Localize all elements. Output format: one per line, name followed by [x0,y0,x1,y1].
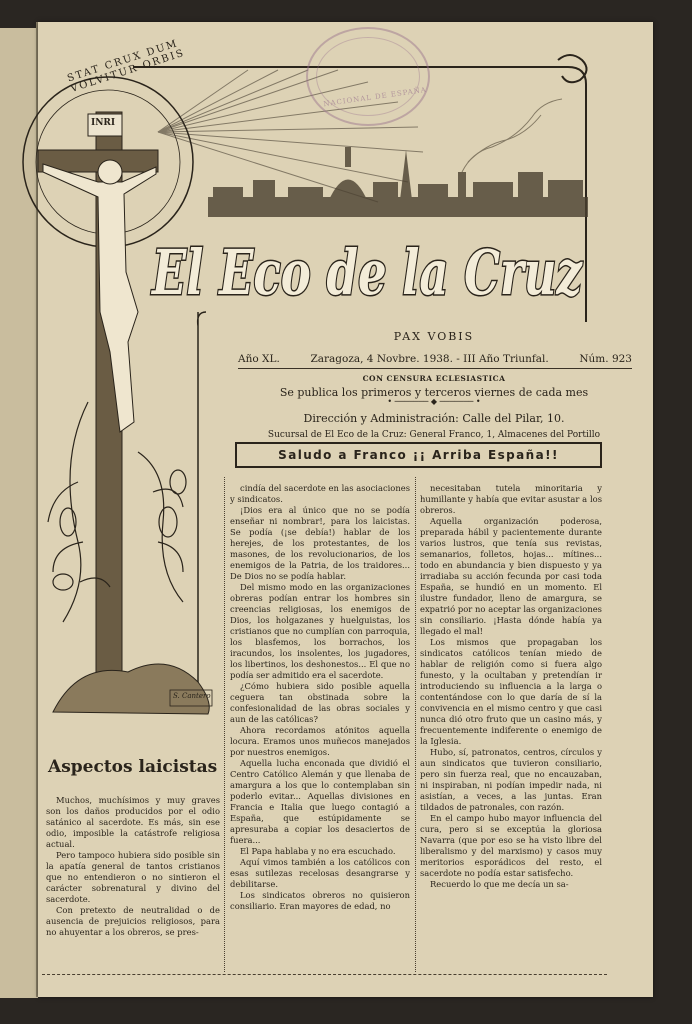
article-column-1 [46,795,220,938]
paragraph: Muchos, muchísimos y muy graves son los daños producidos por el odio satánico al sacerdote. Es más, sin ese odio, imposible la catástrofe religiosa actual. [46,795,220,849]
paragraph: En el campo hubo mayor influencia del cura, pero si se exceptúa la gloriosa Navarra (que por eso se ha visto libre del liberalismo y del marxismo) y casos muy meritorios esporádicos del resto, el sacerdote no podía estar satisfecho. [420,813,602,878]
issue-line [238,353,632,369]
rock-base [53,664,209,714]
article-title: Aspectos laicistas [48,757,218,777]
paragraph: Pero tampoco hubiera sido posible sin la apatía general de tantos cristianos que no entendieron o no sintieron el carácter sobrenatural y divino del sacerdote. [46,850,220,904]
library-stamp [306,27,430,126]
frame-scroll [558,55,587,82]
saludo-banner: Saludo a Franco ¡¡ Arriba España!! [235,442,602,468]
artist-signature: S. Cantero [173,692,211,700]
city-skyline [208,147,588,217]
masthead-title-text: El Eco de la Cruz [150,236,584,309]
paragraph: ¿Cómo hubiera sido posible aquella ceguera tan obstinada sobre la confesionalidad de las obras sociales y aun de las católicas? [230,681,410,724]
newspaper-page [38,22,653,997]
paragraph: ¡Dios era al único que no se podía enseñar ni nombrar!, para los laicistas. Se podía (¡se debía!) hablar de los herejes, de los protestantes, de los masones, de los revolucionarios, de los enemigos de la Patria, de los traidores... De Dios no se podía hablar. [230,505,410,581]
paragraph: Aquí vimos también a los católicos con esas sutilezas recelosas desangrarse y debilitarse. [230,857,410,889]
smoke [462,99,562,172]
paragraph: Hubo, sí, patronatos, centros, círculos y aun sindicatos que tuvieron consiliario, pero sin fuerza real, que no encauzaban, ni inspiraban, ni podían impedir nada, ni asistían, a veces, a las juntas. Eran tildados de patronales, con razón. [420,747,602,812]
issue-date: Zaragoza, 4 Novbre. 1938. - III Año Triunfal. [310,353,549,365]
column-rule-1 [224,477,225,972]
issue-year: Año XL. [238,353,280,365]
censura-line: CON CENSURA ECLESIASTICA [362,374,506,383]
publication-frequency: Se publica los primeros y terceros viernes de cada mes [279,386,589,399]
frame-left-line [198,312,206,712]
paragraph: necesitaban tutela minoritaria y humillante y había que evitar asustar a los obreros. [420,483,602,515]
paragraph: El Papa hablaba y no era escuchado. [240,846,396,856]
issue-number: Núm. 923 [579,353,632,365]
inri-label: INRI [91,118,116,128]
motto-text: STAT CRUX DUM VOLVITUR ORBIS [66,38,187,95]
branch-line: Sucursal de El Eco de la Cruz: General Franco, 1, Almacenes del Portillo [267,430,601,440]
pax-vobis: PAX VOBIS [393,330,475,343]
paragraph: Con pretexto de neutralidad o de ausencia de prejuicios religiosos, para no ahuyentar a los obreros, se pres- [46,905,220,937]
facing-page-edge [0,28,38,998]
paragraph: cindía del sacerdote en las asociaciones y sindicatos. [230,483,410,504]
article-column-2 [230,483,410,912]
article-column-3 [420,483,602,890]
address-line: Dirección y Administración: Calle del Pilar, 10. [303,412,565,425]
paragraph: Los mismos que propagaban los sindicatos católicos tenían miedo de hablar de religión como si fuera algo funesto, y la ocultaban y pretendían ir introduciendo su influencia a la larga o contentándose con lo que daría de sí la convivencia en el mismo centro y que casi nunca dió otro fruto que un casino más, y frecuentemente indiferente o enemigo de la Iglesia. [420,637,602,746]
ornament-divider: • ─────── ◆ ─────── • [387,397,481,406]
paragraph: Aquella lucha enconada que dividió el Centro Católico Alemán y que llenaba de amargura a los que lo contemplaban sin poderlo evitar... Aquellas divisiones en Francia e Italia que luego contagió a España, que estúpidamente se apresuraba a copiar los desaciertos de fuera... [230,758,410,845]
paragraph: Del mismo modo en las organizaciones obreras podían entrar los hombres sin creencias religiosas, los enemigos de Dios, los holgazanes y huelguistas, los cristianos que no cumplían con parroquia, los blasfemos, los borrachos, los iracundos, los insolentes, los jugadores, los libertinos, los deshonestos... El que no podía ser admitido era el sacerdote. [230,582,410,680]
paragraph: Los sindicatos obreros no quisieron consiliario. Eran mayores de edad, no [230,890,410,911]
masthead-title [148,212,588,322]
header-info [228,322,640,440]
paragraph: Aquella organización poderosa, preparada hábil y pacientemente durante varios lustros, que tenía sus revistas, semanarios, folletos, hojas... mítines... todo en abundancia y bien dispuesto y ya irradiaba su acción fecunda por casi toda España, se hundió en un momento. El ilustre fundador, lleno de amargura, se expatrió por no aceptar las organizaciones sin consiliario. ¡Hasta dónde había ya llegado el mal! [420,516,602,636]
library-stamp-text: NACIONAL DE ESPAÑA [322,85,428,109]
column-rule-2 [415,477,416,972]
paragraph: Ahora recordamos atónitos aquella locura. Eramos unos muñecos manejados por nuestros enemigos. [230,725,410,757]
bottom-rule [42,974,607,975]
paragraph: Recuerdo lo que me decía un sa- [430,879,569,889]
